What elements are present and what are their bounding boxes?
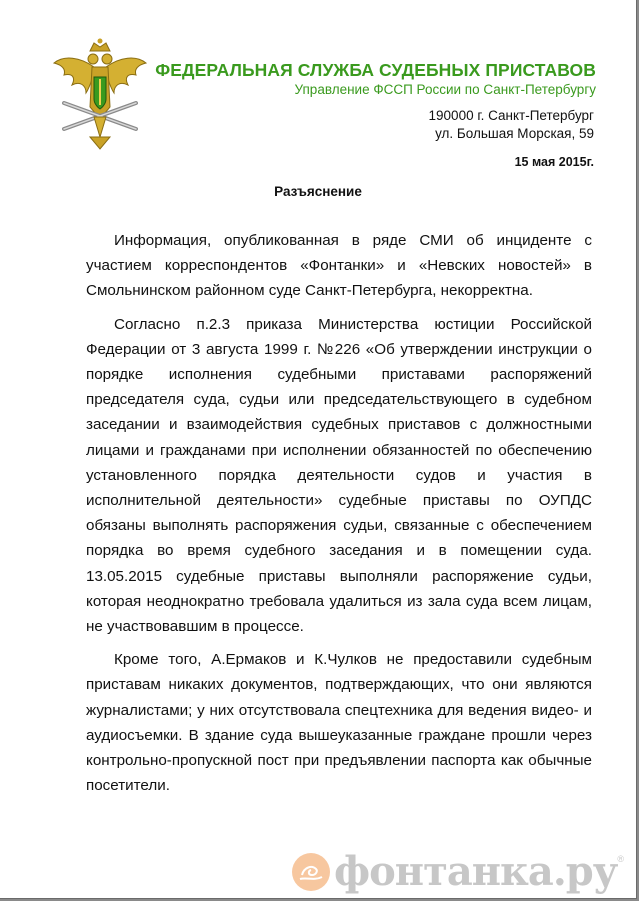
agency-name: ФЕДЕРАЛЬНАЯ СЛУЖБА СУДЕБНЫХ ПРИСТАВОВ xyxy=(155,60,596,80)
document-title: Разъяснение xyxy=(274,184,362,199)
fontanka-watermark xyxy=(292,850,624,894)
fontanka-logo-icon xyxy=(292,853,330,891)
paragraph: Согласно п.2.3 приказа Министерства юстиции Российской Федерации от 3 августа 1999 г. №226 «Об утверждении инструкции о порядке исполнения судебными приставами распоряжений председателя суда, судьи или председательствующего в судебном заседании и взаимодействия судебных приставов с должностными лицами и гражданами при исполнении обязанностей по обеспечению установленного порядка деятельности судов и участия в исполнительной деятельности» судебные приставы по ОУПДС обязаны выполнять распоряжения судьи, связанные с обеспечением порядка во время судебного заседания и в помещении суда. 13.05.2015 судебные приставы выполняли распоряжение судьи, которая неоднократно требовала удалиться из зала суда всем лицам, не участвовавшим в процессе. xyxy=(86,315,592,636)
registered-mark: ® xyxy=(617,854,624,864)
address-line: ул. Большая Морская, 59 xyxy=(435,126,594,141)
department-name: Управление ФССП России по Санкт-Петербургу xyxy=(294,82,596,97)
paragraph: Кроме того, А.Ермаков и К.Чулков не предоставили судебным приставам никаких документов, подтверждающих, что они являются журналистами; у них отсутствовала спецтехника для ведения видео- и аудиосъемки. В здание суда вышеуказанные граждане прошли через контрольно-пропускной пост при предъявлении паспорта как обычные посетители. xyxy=(86,651,592,795)
address-line: 190000 г. Санкт-Петербург xyxy=(428,108,594,123)
document-body xyxy=(86,228,592,806)
fssp-emblem-icon xyxy=(50,37,150,157)
paragraph: Информация, опубликованная в ряде СМИ об инциденте с участием корреспондентов «Фонтанки» и «Невских новостей» в Смольнинском районном суде Санкт-Петербурга, некорректна. xyxy=(86,232,592,300)
document-date: 15 мая 2015г. xyxy=(514,155,594,169)
agency-header xyxy=(155,60,596,99)
watermark-text: фонтанка.ру xyxy=(334,848,618,895)
address-block xyxy=(429,107,594,143)
